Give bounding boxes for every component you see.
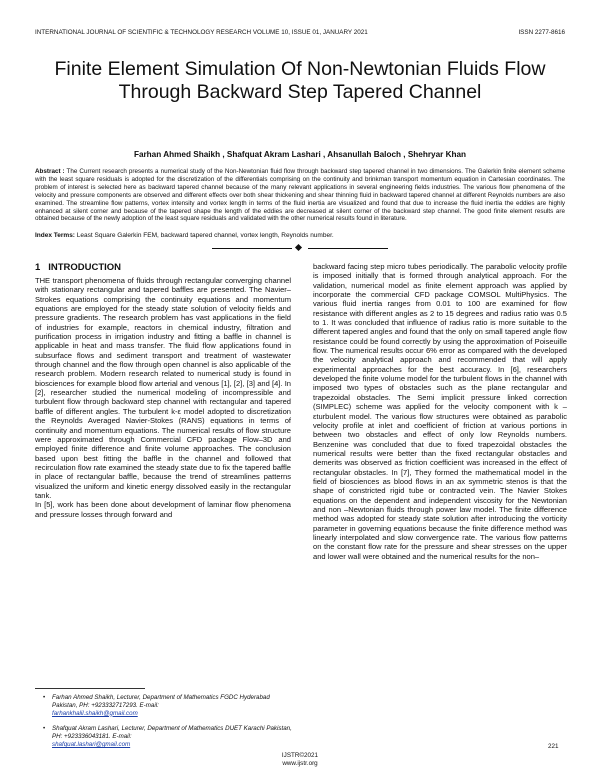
index-terms [35, 232, 565, 240]
footnote-text: Shafquat Akram Lashari, Lecturer, Department of Mathematics DUET Karachi Pakistan, PH: +923336043181. E-mail: [52, 725, 292, 741]
paper-title: Finite Element Simulation Of Non-Newtonian Fluids Flow Through Backward Step Tapered Channel [54, 58, 546, 103]
index-terms-text: Least Square Galerkin FEM, backward tapered channel, vortex length, Reynolds number. [74, 232, 334, 239]
abstract [35, 168, 565, 223]
abstract-text: The Current research presents a numerical study of the Non-Newtonian fluid flow through backward step tapered channel in two dimensions. The Galerkin finite element scheme with the least square residuals is adopted for the discretization of the differentials comprising on the continuity and brinkman transport momentum equation in Cartesian coordinates. The problem of interest is selected here as backward tapered channel because of the many relevant applications in several engineering fields industries. The various flow phenomena of the velocity and pressure components are observed and different effects over both shear thickening and shear thinning fluid in backward tapered channel at different Reynolds numbers are also examined. The streamline flow patterns, vortex intensity and vortex length in terms of the fluid inertia are visualized and found that due to increase the fluid inertia the eddies are highly enhanced at silent corner and because of the tapered shape the length of the eddies are decreased at silent corner of the backward step channel. The good finite element results are obtained because of the newly adoption of the least square residuals and validated with the other numerical results found in literature. [35, 168, 566, 223]
index-terms-label: Index Terms: [35, 232, 75, 239]
journal-name: INTERNATIONAL JOURNAL OF SCIENTIFIC & TECHNOLOGY RESEARCH VOLUME 10, ISSUE 01, JANUARY 2021 [35, 29, 368, 36]
email-link[interactable]: shafquat.lashari@gmail.com [52, 740, 131, 748]
footnote-author-2 [43, 725, 292, 748]
author-list: Farhan Ahmed Shaikh , Shafquat Akram Lashari , Ahsanullah Baloch , Shehryar Khan [133, 150, 467, 159]
footnote-author-1 [43, 694, 292, 717]
issn: ISSN 2277-8616 [518, 29, 565, 36]
right-column [313, 262, 567, 561]
paragraph: backward facing step micro tubes periodically. The parabolic velocity profile is imposed initially that is formed through analytical approach. For the validation, numerical model as finite element approach was applied by incorporate the commercial CFD package COMSOL MultiPhysics. The various fluid inertia ranges from 0.01 to 100 are examined for flow resistance with different angles as 2 to 15 degrees and radius ratio was 0.5 to 1. It was concluded that influence of radius ratio is more suitable to the different tapered angles and found that the only on small tapered angle flow resistance could be found correctly by using the approximation of Poiseuille flow. The numerical results occur 6% error as compared with the developed the velocity analytical approach and recommended that will apply experimental approaches for the best accuracy. In [6], researchers developed the finite volume model for the turbulent flows in the channel with imposed two types of obstacles such as the plane rectangular and trapezoidal obstacles. The Semi implicit pressure linked correction (SIMPLEC) scheme was applied for the velocity component with k – εturbulent model. The various flow structures were obtained as parabolic velocity profile at inlet and coefficient of friction at various portions in between two obstacles and effect of only low Reynolds numbers. Benzenine was concluded that due to fixed trapezoidal obstacles the numerical results were better than the fixed rectangular obstacles and demerits was observed as friction coefficient was increased in the effect of rectangular obstacles. In [7], They formed the mathematical model in the field of biosciences as blood flows in an ax symmetric stenos is that the shape of constricted rigid tube or contracted vein. The Navier Stokes equations on the dependent and independent viscosity for the Newtonian and non –Newtonian fluids through power law model. The finite difference method was adopted for steady state solution after introducing the vorticity parameter in governing equations because the finite difference method was linearly interpolated and slow convergence rate. The various flow patterns on the constant flow rate for the pressure and shear stresses on the upper and lower wall were obtained and the numerical results for the non– [313, 262, 567, 561]
diamond-icon [295, 244, 302, 251]
abstract-label: Abstract : [35, 168, 65, 175]
page-number: 221 [548, 743, 559, 750]
page-footer [0, 752, 600, 768]
bullet-icon: • [43, 694, 46, 701]
footer-url: www.ijstr.org [282, 760, 318, 767]
paragraph: In [5], work has been done about development of laminar flow phenomena and pressure losses through forward and [35, 500, 291, 519]
email-link[interactable]: farhankhalil.shaikh@gmail.com [52, 709, 138, 717]
footnotes [43, 694, 292, 757]
section-title: INTRODUCTION [48, 262, 122, 273]
divider-line-right [308, 248, 388, 249]
footnote-rule [35, 688, 145, 689]
bullet-icon: • [43, 725, 46, 733]
section-heading [35, 262, 291, 274]
divider-line-left [212, 248, 292, 249]
section-number: 1 [35, 262, 41, 273]
left-column [35, 262, 291, 519]
paragraph: THE transport phenomena of fluids through rectangular converging channel with stationary rectangular and tapered baffles are presented. The Navier–Strokes equations comprising the continuity equations and momentum equations are employed for the steady state solution of velocity fields and pressure gradients. The research problem has vast applications in the field of industries for example, reactors in chemical industry, filtration and purification process in irrigation industry and fitting a baffle in channel is applicable in heat and mass transfer. The fluid flow applications found in subsurface flows and sediment transport and treatment of wastewater through channel and the flow through open channel is also applicable of the research problem. Modern research related to numerical study is found in biosciences for example blood flow arterial and venous [1], [2], [3] and [4]. In [2], researcher studied the numerical modeling of incompressible and turbulent flow through backward step channel with rectangular and tapered baffle of different angles. The turbulent k-ε model adopted to discretization the Reynolds Averaged Navier-Stokes (RANS) equations in terms of continuity and momentum equations. The numerical results of flow structure were approximated through Commercial CFD package Flow–3D and employed finite difference and finite volume approaches. The conclusion based upon best fitting the baffle in the channel and followed that recirculation flow rate examined the steady state due to fix the tapered baffle in place of rectangular baffle, because the trend of streamlines patterns visualized the uniform and kinetic energy dissolved easily in the rectangular tank. [35, 276, 291, 500]
footer-copyright: IJSTR©2021 [281, 752, 319, 759]
section-divider [212, 245, 388, 253]
footnote-text: Farhan Ahmed Shaikh, Lecturer, Department of Mathematics FGDC Hyderabad Pakistan, PH: +923332717293. E-mail: [52, 694, 270, 709]
